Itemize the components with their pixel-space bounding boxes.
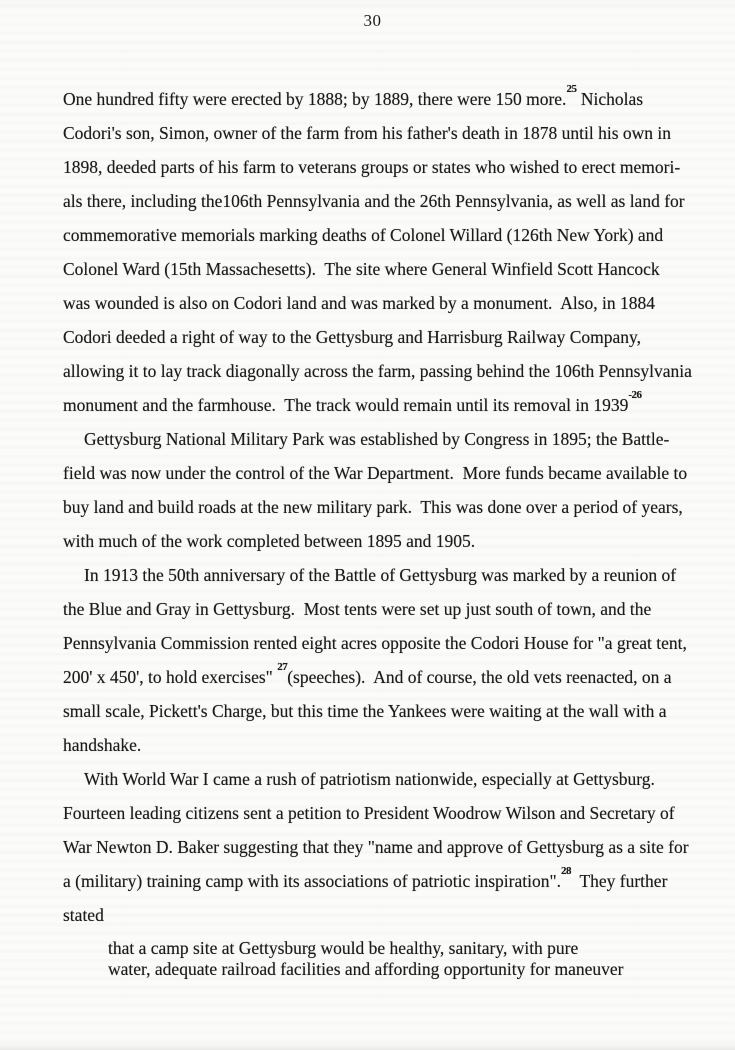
text-line: Gettysburg National Military Park was established by Congress in 1895; the Battle- xyxy=(84,429,670,449)
text-line: was wounded is also on Codori land and was marked by a monument. Also, in 1884 xyxy=(63,293,656,313)
paragraph xyxy=(63,762,689,932)
footnote-marker: 25 xyxy=(566,83,577,96)
text-line: stated xyxy=(63,905,104,925)
paragraph xyxy=(63,82,692,422)
text-line: small scale, Pickett's Charge, but this time the Yankees were waiting at the wall with a xyxy=(63,701,667,721)
text-line: field was now under the control of the War Department. More funds became available to xyxy=(63,463,688,483)
text-line: als there, including the106th Pennsylvania and the 26th Pennsylvania, as well as land for xyxy=(63,191,685,211)
text-line: 200' x 450', to hold exercises" $^{27}$(speeches). And of course, the old vets reenacted, on a xyxy=(63,661,672,687)
text-line: Fourteen leading citizens sent a petition to President Woodrow Wilson and Secretary of xyxy=(63,803,675,823)
text-line: handshake. xyxy=(63,735,142,755)
footnote-marker: -26 xyxy=(628,389,642,402)
text-line: Pennsylvania Commission rented eight acres opposite the Codori House for "a great tent, xyxy=(63,633,687,653)
text-line: buy land and build roads at the new military park. This was done over a period of years, xyxy=(63,497,683,517)
text-line: water, adequate railroad facilities and affording opportunity for maneuver xyxy=(108,959,624,979)
text-line: War Newton D. Baker suggesting that they "name and approve of Gettysburg as a site for xyxy=(63,837,689,857)
text-line: commemorative memorials marking deaths of Colonel Willard (126th New York) and xyxy=(63,225,664,245)
text-line: the Blue and Gray in Gettysburg. Most tents were set up just south of town, and the xyxy=(63,599,652,619)
text-line: allowing it to lay track diagonally across the farm, passing behind the 106th Pennsylvania xyxy=(63,361,692,381)
text-line: that a camp site at Gettysburg would be healthy, sanitary, with pure xyxy=(108,938,579,958)
text-line: Codori's son, Simon, owner of the farm from his father's death in 1878 until his own in xyxy=(63,123,672,143)
text-line: In 1913 the 50th anniversary of the Battle of Gettysburg was marked by a reunion of xyxy=(84,565,677,585)
text-line: Codori deeded a right of way to the Gettysburg and Harrisburg Railway Company, xyxy=(63,327,642,347)
text-line: Colonel Ward (15th Massachesetts). The site where General Winfield Scott Hancock xyxy=(63,259,660,279)
text-line: With World War I came a rush of patriotism nationwide, especially at Gettysburg. xyxy=(84,769,655,789)
text-line: monument and the farmhouse. The track would remain until its removal in 1939$^{-26}$ xyxy=(63,389,642,415)
document-body xyxy=(63,82,692,980)
footnote-marker: 28 xyxy=(561,865,572,878)
text-line: 1898, deeded parts of his farm to veterans groups or states who wished to erect memori- xyxy=(63,157,681,177)
paragraph xyxy=(63,422,688,558)
footnote-marker: 27 xyxy=(277,661,288,674)
text-line: with much of the work completed between 1895 and 1905. xyxy=(63,531,476,551)
block-quote xyxy=(108,938,678,980)
page-number: 30 xyxy=(363,11,382,30)
text-line: a (military) training camp with its associations of patriotic inspiration".$^{28}$ They further xyxy=(63,865,668,891)
text-line: One hundred fifty were erected by 1888; by 1889, there were 150 more.$^{25}$ Nicholas xyxy=(63,83,644,109)
paragraph xyxy=(63,558,687,762)
